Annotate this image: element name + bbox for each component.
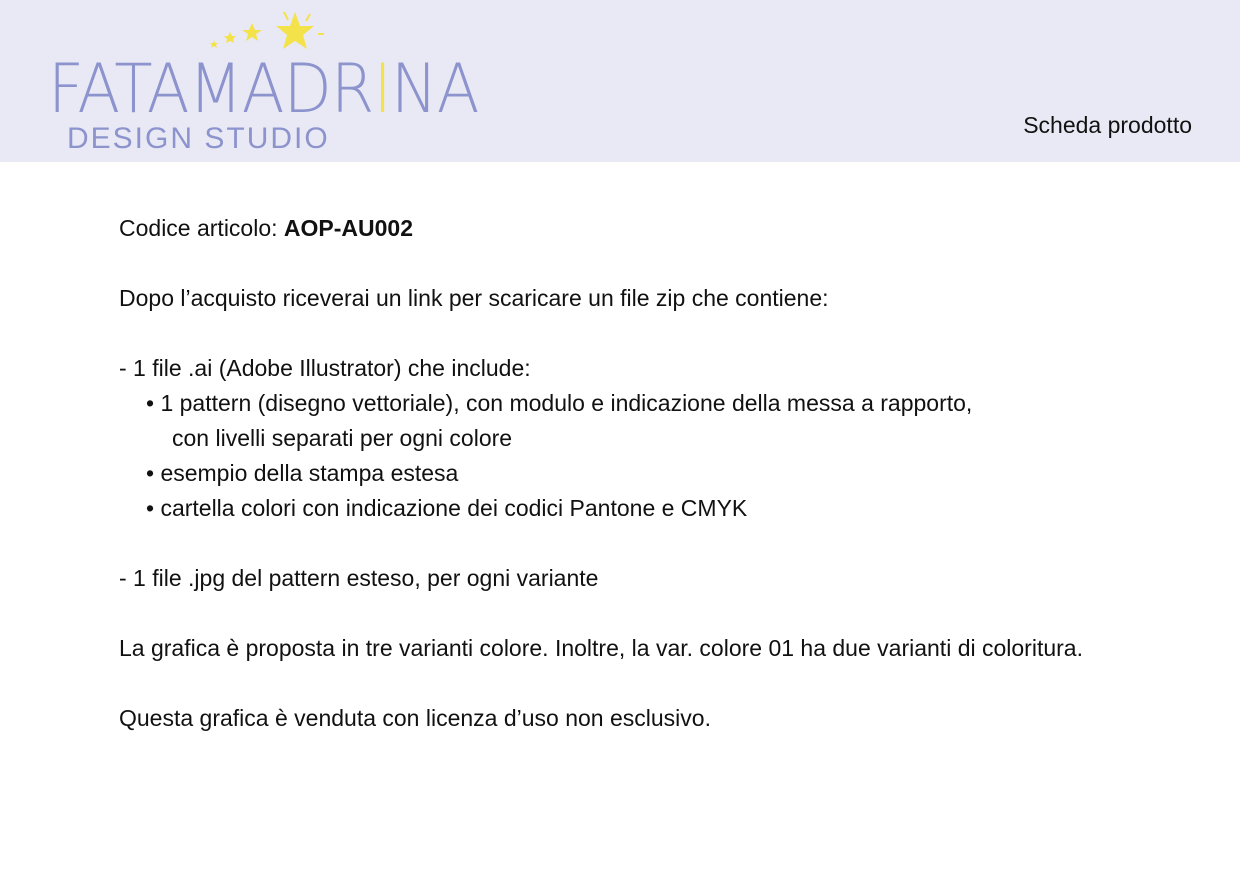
- bullet-color-chart: • cartella colori con indicazione dei codici Pantone e CMYK: [146, 495, 748, 521]
- brand-logo: [40, 8, 479, 158]
- bullet-pattern: • 1 pattern (disegno vettoriale), con modulo e indicazione della messa a rapporto,: [146, 390, 973, 416]
- product-code-value: AOP-AU002: [283, 215, 414, 241]
- logo-wordmark: FATAMADRINA: [48, 50, 479, 129]
- page-type-label: Scheda prodotto: [1023, 112, 1192, 138]
- variants-text: La grafica è proposta in tre varianti colore. Inoltre, la var. colore 01 ha due varianti di coloritura.: [119, 635, 1083, 661]
- license-text: Questa grafica è venduta con licenza d’uso non esclusivo.: [119, 705, 711, 731]
- bullet-print-example: • esempio della stampa estesa: [146, 460, 459, 486]
- product-code: Codice articolo: AOP-AU002: [119, 215, 414, 241]
- product-details: [119, 211, 1199, 736]
- file-item-jpg: - 1 file .jpg del pattern esteso, per ogni variante: [119, 565, 599, 591]
- logo-subtitle: DESIGN STUDIO: [67, 122, 330, 155]
- header-bar: [0, 0, 1240, 162]
- download-intro: Dopo l’acquisto riceverai un link per scaricare un file zip che contiene:: [119, 285, 829, 311]
- bullet-pattern-cont: con livelli separati per ogni colore: [172, 425, 513, 451]
- file-item-ai: - 1 file .ai (Adobe Illustrator) che include:: [119, 355, 531, 381]
